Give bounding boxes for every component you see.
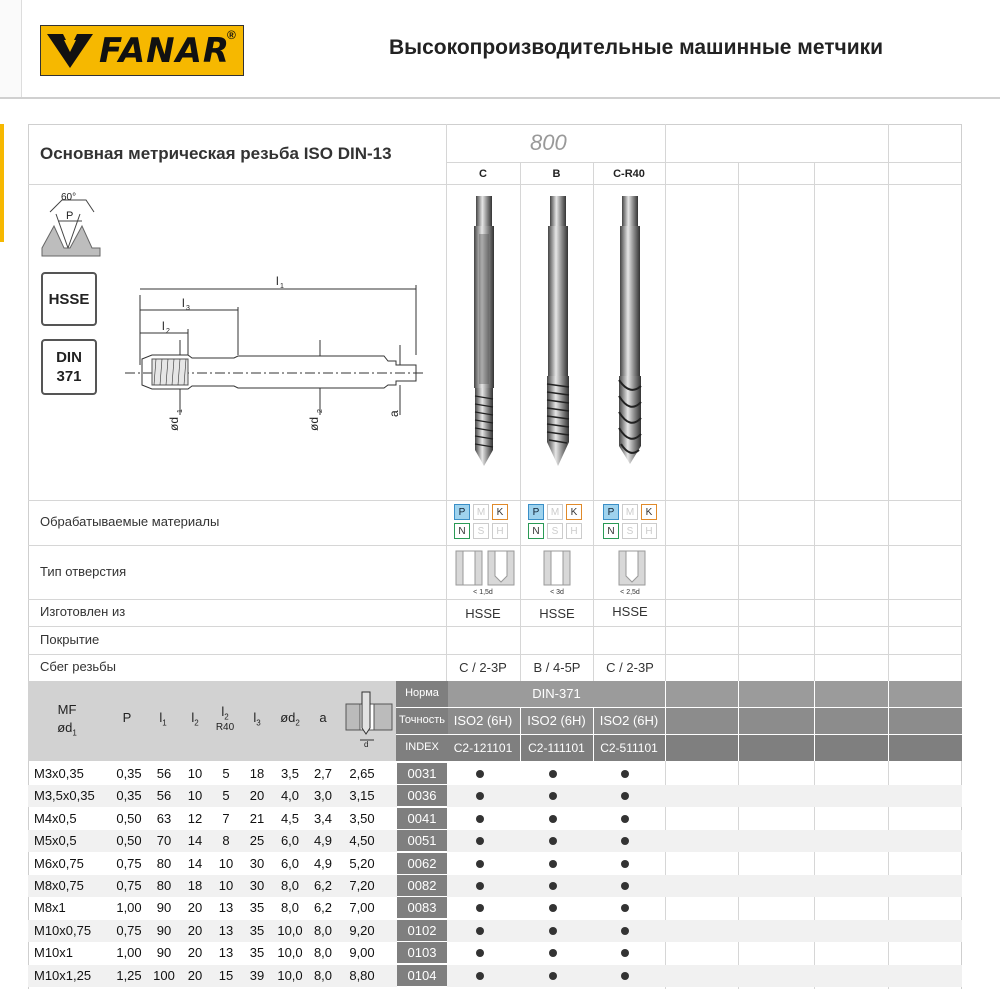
cell-a: 8,0 (313, 967, 333, 983)
grid-line (28, 626, 962, 627)
th-l1-sub: 1 (162, 718, 167, 728)
grid-line (520, 162, 521, 681)
cell-p: 0,75 (116, 922, 142, 938)
th-p: P (122, 710, 132, 725)
hole-through-and-blind-icon (454, 550, 516, 588)
cell-d2: 4,5 (280, 810, 300, 826)
cell-l2: 10 (187, 766, 203, 781)
availability-dot (549, 860, 557, 868)
availability-dot (476, 837, 484, 845)
table-row (28, 853, 962, 875)
made-from-b: HSSE (539, 606, 575, 621)
cell-size: M6x0,75 (34, 855, 84, 871)
material-h: H (641, 523, 657, 539)
row-label-made-from: Изготовлен из (40, 604, 126, 619)
table-row (28, 920, 962, 942)
accent-bar (0, 124, 4, 242)
availability-dot (476, 927, 484, 935)
cell-drill: 9,20 (349, 922, 375, 938)
run-out-b: B / 4-5P (533, 660, 581, 675)
material-s: S (622, 523, 638, 539)
cell-l2: 12 (187, 810, 203, 826)
th-l1 (148, 710, 178, 728)
cell-l2r: 10 (218, 878, 234, 893)
availability-dot (549, 882, 557, 890)
header-divider-line (738, 681, 739, 761)
cell-index: 0083 (397, 897, 447, 919)
cell-l3: 30 (249, 878, 265, 893)
brand-logo (40, 25, 244, 76)
material-grid-c (454, 504, 508, 539)
th-r40-label: R40 (215, 721, 235, 733)
dim-a-label: a (387, 410, 401, 417)
material-h: H (492, 523, 508, 539)
material-p: P (528, 504, 544, 520)
availability-dot (549, 904, 557, 912)
dim-l3-sub: 3 (186, 305, 190, 312)
cell-size: M10x1 (34, 945, 74, 961)
row-label-hole-type: Тип отверстия (40, 564, 127, 579)
material-n: N (603, 523, 619, 539)
availability-dot (549, 770, 557, 778)
made-from-c-r40: HSSE (612, 604, 648, 619)
made-from-c: HSSE (465, 606, 501, 621)
material-p: P (603, 504, 619, 520)
availability-dot (621, 972, 629, 980)
cell-l2r: 10 (218, 855, 234, 871)
accuracy-c: ISO2 (6H) (453, 713, 513, 728)
series-label: 800 (530, 130, 567, 155)
cell-drill: 7,20 (349, 878, 375, 893)
cell-l3: 21 (249, 810, 265, 826)
hole-caption-c-r40: < 2,5d (620, 589, 640, 596)
cell-index: 0041 (397, 808, 447, 830)
cell-l2: 14 (187, 833, 203, 849)
material-k: K (641, 504, 657, 520)
th-a: a (319, 710, 327, 725)
column-head-c-r40: C-R40 (613, 168, 645, 180)
cell-index: 0051 (397, 830, 447, 852)
availability-dot (476, 792, 484, 800)
cell-d2: 6,0 (280, 855, 300, 871)
index-code-c-r40: C2-511101 (600, 741, 658, 755)
cell-l3: 35 (249, 945, 265, 961)
availability-dot (621, 860, 629, 868)
run-out-c-r40: C / 2-3P (606, 660, 654, 675)
spec-label-accuracy: Точность (399, 714, 445, 726)
drill-d-label: d (364, 740, 369, 748)
cell-a: 8,0 (313, 945, 333, 961)
dim-d1-sub: 1 (177, 409, 184, 413)
cell-d2: 10,0 (277, 922, 303, 938)
material-n: N (454, 523, 470, 539)
accuracy-c-r40: ISO2 (6H) (599, 713, 659, 728)
cell-l2: 10 (187, 788, 203, 804)
material-m: M (473, 504, 489, 520)
th-l3 (242, 710, 272, 728)
thread-profile-drawing (38, 190, 104, 258)
cell-l3: 30 (249, 855, 265, 871)
th-d2-label: ød (280, 710, 296, 725)
cell-drill: 3,50 (349, 810, 375, 826)
cell-drill: 2,65 (349, 766, 375, 781)
row-label-materials: Обрабатываемые материалы (40, 514, 220, 529)
cell-l1: 70 (156, 833, 172, 849)
table-row (28, 763, 962, 785)
availability-dot (476, 882, 484, 890)
cell-a: 4,9 (313, 833, 333, 849)
header-divider-line (396, 707, 962, 708)
material-grid-c-r40 (603, 504, 657, 539)
hole-through-icon (542, 550, 572, 588)
cell-l1: 90 (156, 945, 172, 961)
table-row (28, 875, 962, 897)
cell-size: M8x0,75 (34, 878, 84, 893)
th-l3-label: l (253, 710, 257, 725)
th-d2 (272, 710, 308, 728)
cell-a: 3,4 (313, 810, 333, 826)
th-l2r-sub: 2 (224, 712, 229, 722)
availability-dot (621, 770, 629, 778)
cell-a: 8,0 (313, 922, 333, 938)
cell-p: 1,00 (116, 945, 142, 961)
availability-dot (549, 837, 557, 845)
dim-d1-label: ød (167, 416, 181, 431)
cell-l1: 90 (156, 900, 172, 916)
cell-index: 0036 (397, 785, 447, 807)
cell-size: M10x0,75 (34, 922, 92, 938)
cell-p: 0,35 (116, 788, 142, 804)
cell-size: M8x1 (34, 900, 66, 916)
dim-l1-label: l (276, 274, 279, 288)
row-label-coating: Покрытие (40, 632, 100, 647)
material-k: K (566, 504, 582, 520)
drill-diameter-icon (344, 690, 394, 748)
cell-d2: 6,0 (280, 833, 300, 849)
th-l2-sub: 2 (194, 718, 199, 728)
cell-index: 0082 (397, 875, 447, 897)
cell-d2: 4,0 (280, 788, 300, 804)
pitch-label: P (66, 210, 74, 222)
cell-p: 0,50 (116, 810, 142, 826)
dim-l3-label: l (182, 296, 185, 310)
cell-drill: 7,00 (349, 900, 375, 916)
cell-d2: 10,0 (277, 967, 303, 983)
th-l2 (180, 710, 210, 728)
accuracy-b: ISO2 (6H) (527, 713, 586, 728)
cell-l1: 90 (156, 922, 172, 938)
header-divider-line (814, 681, 815, 761)
cell-d2: 8,0 (280, 878, 300, 893)
cell-l2: 18 (187, 878, 203, 893)
tap-dimension-drawing (120, 265, 430, 435)
table-row (28, 942, 962, 964)
cell-l3: 35 (249, 900, 265, 916)
cell-l2r: 15 (218, 967, 234, 983)
availability-dot (621, 792, 629, 800)
availability-dot (621, 904, 629, 912)
cell-index: 0104 (397, 965, 447, 987)
cell-l1: 63 (156, 810, 172, 826)
cell-l3: 18 (249, 766, 265, 781)
spec-label-norm: Норма (405, 687, 439, 699)
cell-l3: 39 (249, 967, 265, 983)
grid-line (446, 124, 447, 681)
material-n: N (528, 523, 544, 539)
cell-a: 2,7 (313, 766, 333, 781)
material-s: S (473, 523, 489, 539)
cell-p: 0,75 (116, 878, 142, 893)
dim-d2-label: ød (307, 416, 321, 431)
grid-line (28, 654, 962, 655)
cell-index: 0031 (397, 763, 447, 785)
availability-dot (476, 815, 484, 823)
tap-image-c-r40 (612, 196, 648, 468)
material-grid-b (528, 504, 582, 539)
tap-image-b (540, 196, 576, 468)
availability-dot (549, 815, 557, 823)
table-row (28, 785, 962, 807)
availability-dot (549, 972, 557, 980)
grid-line (446, 162, 962, 163)
logo-mark-icon (47, 34, 93, 68)
material-k: K (492, 504, 508, 520)
th-l2-r40 (210, 704, 240, 733)
cell-drill: 8,80 (349, 967, 375, 983)
standard-badge-line2: 371 (56, 368, 82, 385)
availability-dot (621, 882, 629, 890)
cell-d2: 8,0 (280, 900, 300, 916)
availability-dot (476, 949, 484, 957)
cell-l2r: 13 (218, 945, 234, 961)
cell-a: 4,9 (313, 855, 333, 871)
cell-drill: 9,00 (349, 945, 375, 961)
cell-drill: 5,20 (349, 855, 375, 871)
standard-badge (41, 339, 97, 395)
cell-index: 0062 (397, 853, 447, 875)
cell-l2: 20 (187, 900, 203, 916)
index-code-b: C2-111101 (528, 741, 585, 755)
cell-l1: 100 (153, 967, 175, 983)
th-d2-sub: 2 (295, 718, 300, 728)
cell-l1: 56 (156, 766, 172, 781)
th-l2r-label: l (221, 704, 225, 719)
availability-dot (476, 770, 484, 778)
spec-label-index: INDEX (405, 741, 439, 753)
cell-a: 6,2 (313, 900, 333, 916)
section-title: Основная метрическая резьба ISO DIN-13 (40, 144, 392, 163)
header-divider-line (396, 734, 962, 735)
grid-line (28, 545, 962, 546)
cell-p: 1,00 (116, 900, 142, 916)
cell-l3: 25 (249, 833, 265, 849)
th-d1 (40, 720, 94, 738)
dim-d2-sub: 2 (317, 409, 324, 413)
cell-l2: 20 (187, 967, 203, 983)
table-row (28, 808, 962, 830)
material-m: M (547, 504, 563, 520)
cell-l2r: 8 (222, 833, 230, 849)
material-m: M (622, 504, 638, 520)
table-row (28, 830, 962, 852)
cell-l2r: 13 (218, 922, 234, 938)
cell-size: M4x0,5 (34, 810, 77, 826)
grid-line (28, 599, 962, 600)
hole-caption-c: < 1,5d (473, 589, 493, 596)
th-l2-label: l (191, 710, 195, 725)
cell-drill: 4,50 (349, 833, 375, 849)
th-d1-label: ød (57, 720, 73, 735)
run-out-c: C / 2-3P (459, 660, 507, 675)
left-margin (0, 0, 22, 98)
cell-p: 0,35 (116, 766, 142, 781)
cell-l2r: 5 (222, 788, 230, 804)
norm-value: DIN-371 (532, 686, 581, 701)
th-d1-sub: 1 (72, 728, 77, 738)
logo-registered: ® (227, 28, 236, 42)
dim-l1-sub: 1 (280, 283, 284, 290)
availability-dot (621, 815, 629, 823)
dim-l2-sub: 2 (166, 328, 170, 335)
cell-l1: 56 (156, 788, 172, 804)
cell-size: M3x0,35 (34, 766, 84, 781)
cell-p: 0,75 (116, 855, 142, 871)
th-l3-sub: 3 (256, 718, 261, 728)
cell-size: M3,5x0,35 (34, 788, 95, 804)
hole-caption-b: < 3d (550, 589, 564, 596)
standard-badge-line1: DIN (56, 349, 82, 366)
hole-blind-icon (617, 550, 647, 588)
cell-d2: 3,5 (280, 766, 300, 781)
cell-d2: 10,0 (277, 945, 303, 961)
cell-l2r: 7 (222, 810, 230, 826)
cell-l3: 35 (249, 922, 265, 938)
cell-a: 3,0 (313, 788, 333, 804)
cell-l1: 80 (156, 878, 172, 893)
dim-l2-label: l (162, 319, 165, 333)
availability-dot (621, 949, 629, 957)
cell-index: 0102 (397, 920, 447, 942)
table-row (28, 965, 962, 987)
cell-l2: 20 (187, 922, 203, 938)
cell-l3: 20 (249, 788, 265, 804)
table-row (28, 897, 962, 919)
cell-l2: 14 (187, 855, 203, 871)
availability-dot (549, 927, 557, 935)
cell-l2r: 5 (222, 766, 230, 781)
index-code-c: C2-121101 (453, 741, 513, 755)
material-s: S (547, 523, 563, 539)
availability-dot (621, 837, 629, 845)
cell-drill: 3,15 (349, 788, 375, 804)
availability-dot (476, 904, 484, 912)
cell-l2r: 13 (218, 900, 234, 916)
grid-line (28, 500, 962, 501)
header-divider-line (888, 681, 889, 761)
material-p: P (454, 504, 470, 520)
header-divider-line (665, 681, 666, 761)
availability-dot (476, 972, 484, 980)
column-head-c: C (479, 168, 487, 180)
logo-wordmark: FANAR (99, 31, 231, 71)
cell-size: M10x1,25 (34, 967, 92, 983)
cell-p: 1,25 (116, 967, 142, 983)
cell-index: 0103 (397, 942, 447, 964)
column-head-b: B (552, 168, 561, 180)
cell-l2: 20 (187, 945, 203, 961)
material-badge: HSSE (41, 272, 97, 326)
material-h: H (566, 523, 582, 539)
availability-dot (549, 792, 557, 800)
cell-l1: 80 (156, 855, 172, 871)
cell-a: 6,2 (313, 878, 333, 893)
cell-p: 0,50 (116, 833, 142, 849)
th-mf: MF (57, 702, 77, 717)
row-label-run-out: Сбег резьбы (40, 659, 116, 674)
angle-label: 60° (61, 192, 77, 203)
availability-dot (549, 949, 557, 957)
tap-image-c (466, 196, 502, 468)
header-divider (0, 97, 1000, 99)
availability-dot (476, 860, 484, 868)
page-title: Высокопроизводительные машинные метчики (389, 36, 884, 59)
grid-line (28, 184, 962, 185)
cell-size: M5x0,5 (34, 833, 77, 849)
availability-dot (621, 927, 629, 935)
th-l1-label: l (159, 710, 163, 725)
